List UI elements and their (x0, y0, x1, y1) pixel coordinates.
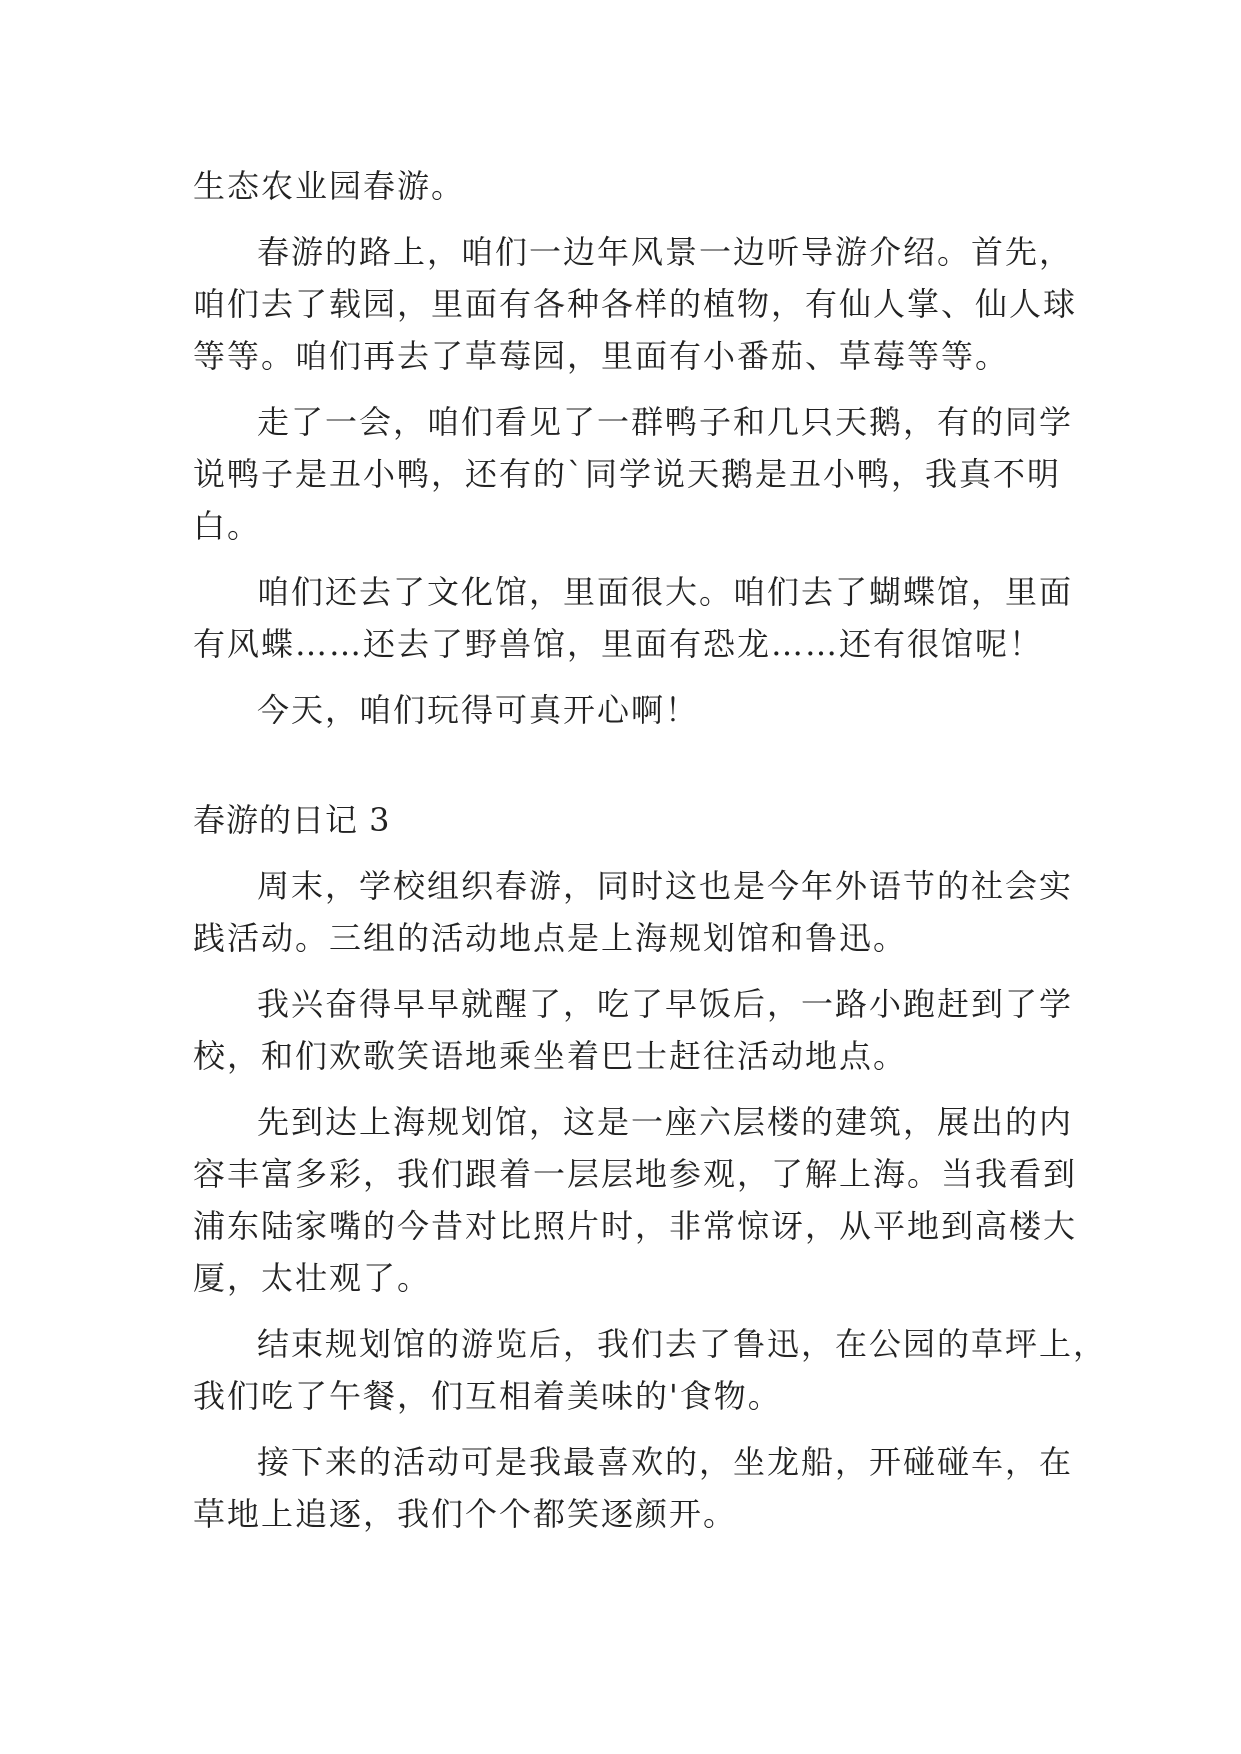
continuation-line: 生态农业园春游。 (193, 167, 466, 205)
paragraph (193, 978, 1074, 1082)
text-line: 有风蝶……还去了野兽馆，里面有恐龙……还有很馆呢！ (193, 625, 1044, 663)
text-line: 春游的路上，咱们一边年风景一边听导游介绍。首先， (257, 233, 1074, 271)
paragraph (193, 684, 1063, 736)
text-line: 周末，学校组织春游，同时这也是今年外语节的社会实 (257, 867, 1074, 905)
diary-section-3 (193, 794, 1108, 1554)
text-line: 先到达上海规划馆，这是一座六层楼的建筑，展出的内 (257, 1103, 1074, 1141)
text-line: 我兴奋得早早就醒了，吃了早饭后，一路小跑赶到了学 (257, 985, 1074, 1023)
paragraph (193, 226, 1078, 382)
text-line: 结束规划馆的游览后，我们去了鲁迅，在公园的草坪上， (257, 1325, 1108, 1363)
text-line: 说鸭子是丑小鸭，还有的`同学说天鹅是丑小鸭，我真不明 (193, 455, 1062, 493)
text-line: 容丰富多彩，我们跟着一层层地参观，了解上海。当我看到 (193, 1155, 1078, 1193)
text-line: 走了一会，咱们看见了一群鸭子和几只天鹅，有的同学 (257, 403, 1074, 441)
paragraph (193, 860, 1074, 964)
text-line: 接下来的活动可是我最喜欢的，坐龙船，开碰碰车，在 (257, 1443, 1074, 1481)
text-line: 厦，太壮观了。 (193, 1259, 432, 1297)
text-line: 白。 (193, 507, 262, 545)
text-line: 浦东陆家嘴的今昔对比照片时，非常惊讶，从平地到高楼大 (193, 1207, 1078, 1245)
text-line: 今天，咱们玩得可真开心啊！ (257, 691, 700, 729)
text-line: 草地上追逐，我们个个都笑逐颜开。 (193, 1495, 738, 1533)
text-line: 校，和们欢歌笑语地乘坐着巴士赶往活动地点。 (193, 1037, 908, 1075)
text-line: 践活动。三组的活动地点是上海规划馆和鲁迅。 (193, 919, 908, 957)
paragraph (193, 1436, 1074, 1540)
paragraph (193, 1096, 1078, 1304)
top-section (193, 160, 1078, 750)
paragraph (193, 396, 1074, 552)
paragraph (193, 566, 1074, 670)
text-line: 等等。咱们再去了草莓园，里面有小番茄、草莓等等。 (193, 337, 1010, 375)
text-line: 咱们去了载园，里面有各种各样的植物，有仙人掌、仙人球 (193, 285, 1078, 323)
text-line: 咱们还去了文化馆，里面很大。咱们去了蝴蝶馆，里面 (257, 573, 1074, 611)
section-title: 春游的日记 3 (193, 801, 391, 839)
text-line: 我们吃了午餐，们互相着美味的'食物。 (193, 1377, 782, 1415)
paragraph (193, 1318, 1108, 1422)
